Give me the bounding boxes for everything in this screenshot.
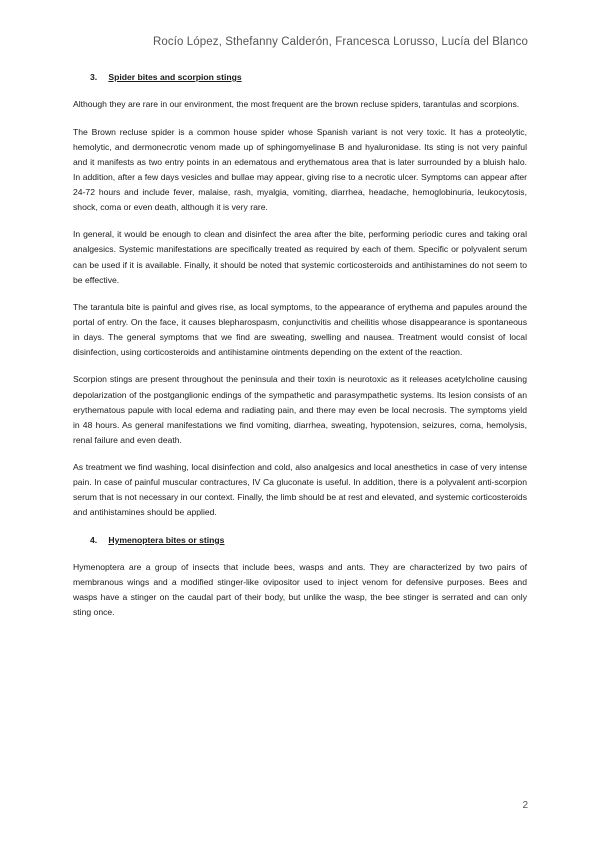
paragraph: Hymenoptera are a group of insects that include bees, wasps and ants. They are characterized by two pairs of membranous wings and a modified stinger-like ovipositor used to inject venom for defensive purposes. Bees and wasps have a stinger on the caudal part of their body, but unlike the wasp, the bee stinger is serrated and can only sting once. [73,561,527,618]
section-heading [73,70,527,85]
page-number: 2 [522,800,528,811]
paragraph: The tarantula bite is painful and gives rise, as local symptoms, to the appearance of erythema and papules around the portal of entry. On the face, it causes blepharospasm, conjunctivitis and cheilitis whose disappearance is spontaneous in days. The general symptoms that we find are sweating, swelling and nausea. Treatment would consist of local disinfection, using corticosteroids and antihistamine ointments depending on the extent of the reaction. [73,301,527,358]
paragraph: Although they are rare in our environment, the most frequent are the brown recluse spiders, tarantulas and scorpions. [73,99,520,110]
section-title: Hymenoptera bites or stings [108,534,225,545]
section-number: 3. [90,72,98,82]
section-heading [73,533,527,548]
paragraph: The Brown recluse spider is a common house spider whose Spanish variant is not very toxic. It has a proteolytic, hemolytic, and dermonecrotic venom made up of sphingomyelinase B and hyaluronidase. Its sting is not very painful and it manifests as two entry points in an edematous and erythematous area that is later surrounded by a bluish halo. In addition, after a few days vesicles and bullae may appear, giving rise to a necrotic ulcer. Symptoms can appear after 24-72 hours and include fever, malaise, rash, myalgia, vomiting, diarrhea, headache, hemoglobinuria, leukocytosis, shock, coma or even death, although it is very rare. [73,126,527,213]
paragraph: In general, it would be enough to clean and disinfect the area after the bite, performing periodic cures and taking oral analgesics. Systemic manifestations are specifically treated as required by each of them. Specific or polyvalent serum can be used if it is available. Finally, it should be noted that systemic corticosteroids and antihistamines do not seem to be effective. [73,229,527,285]
header-authors: Rocío López, Sthefanny Calderón, Francesca Lorusso, Lucía del Blanco [152,36,528,48]
paragraph: Scorpion stings are present throughout the peninsula and their toxin is neurotoxic as it releases acetylcholine causing depolarization of the postganglionic endings of the sympathetic and parasympathetic systems. Its lesion consists of an erythematous papule with local edema and radiating pain, and there may even be local necrosis. The symptoms yield in 48 hours. As general manifestations we find vomiting, diarrhea, sweating, hypotension, seizures, coma, hemolysis, renal failure and even death. [73,374,527,445]
section-title: Spider bites and scorpion stings [108,72,242,82]
section-number: 4. [90,534,98,545]
page-content [73,70,527,633]
paragraph: As treatment we find washing, local disinfection and cold, also analgesics and local anesthetics in case of very intense pain. In case of painful muscular contractures, IV Ca gluconate is useful. In addition, there is a polyvalent anti-scorpion serum that is not necessary in our context. Finally, the limb should be at rest and elevated, and systemic corticosteroids and antihistamines should be applied. [73,462,527,518]
